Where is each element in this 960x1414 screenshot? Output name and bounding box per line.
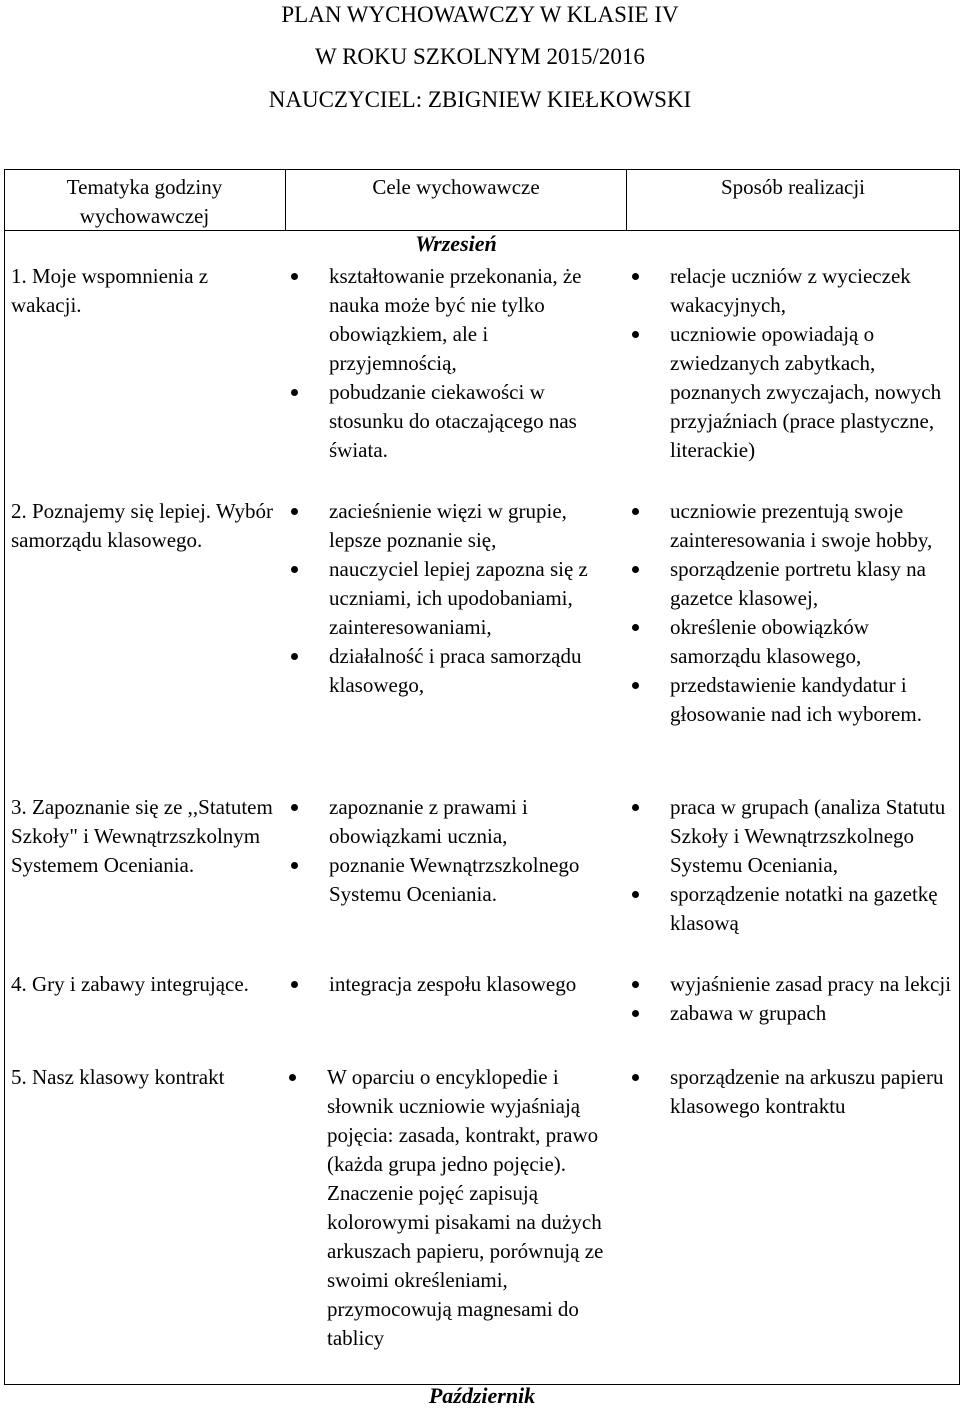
goals-list: [289, 497, 619, 700]
list-item: W oparciu o encyklopedie i słownik uczniowie wyjaśniają pojęcia: zasada, kontrakt, prawo (każda grupa jedno pojęcie). Znaczenie pojęć zapisują kolorowymi pisakami na dużych arkuszach papieru, porównują ze swoimi określeniami, przymocowują magnesami do tablicy: [287, 1063, 620, 1353]
month-september: Wrzesień: [415, 231, 497, 256]
list-item: poznanie Wewnątrzszkolnego Systemu Oceniania.: [289, 851, 619, 909]
list-item: sporządzenie notatki na gazetkę klasową: [630, 880, 952, 938]
topic-cell: 2. Poznajemy się lepiej. Wybór samorządu klasowego.: [11, 499, 273, 552]
list-item: pobudzanie ciekawości w stosunku do otaczającego nas świata.: [289, 378, 619, 465]
topic-cell: 4. Gry i zabawy integrujące.: [11, 972, 249, 996]
list-item: kształtowanie przekonania, że nauka może być nie tylko obowiązkiem, ale i przyjemnością,: [289, 262, 619, 378]
title-line-3: NAUCZYCIEL: ZBIGNIEW KIEŁKOWSKI: [268, 87, 692, 112]
list-item: relacje uczniów z wycieczek wakacyjnych,: [630, 262, 952, 320]
topic-cell: 5. Nasz klasowy kontrakt: [11, 1065, 225, 1089]
list-item: zabawa w grupach: [630, 999, 952, 1028]
list-item: sporządzenie na arkuszu papieru klasowego kontraktu: [630, 1063, 952, 1121]
list-item: zapoznanie z prawami i obowiązkami ucznia,: [289, 793, 619, 851]
methods-list: [630, 793, 952, 938]
list-item: przedstawienie kandydatur i głosowanie nad ich wyborem.: [630, 671, 952, 729]
column-header-methods: Sposób realizacji: [720, 175, 866, 199]
goals-list: [289, 793, 619, 909]
list-item: uczniowie opowiadają o zwiedzanych zabytkach, poznanych zwyczajach, nowych przyjaźniach (prace plastyczne, literackie): [630, 320, 952, 465]
methods-list: [630, 262, 952, 465]
list-item: zacieśnienie więzi w grupie, lepsze poznanie się,: [289, 497, 619, 555]
list-item: uczniowie prezentują swoje zainteresowania i swoje hobby,: [630, 497, 952, 555]
list-item: sporządzenie portretu klasy na gazetce klasowej,: [630, 555, 952, 613]
list-item: działalność i praca samorządu klasowego,: [289, 642, 619, 700]
goals-list: [289, 970, 619, 999]
title-line-1: PLAN WYCHOWAWCZY W KLASIE IV: [281, 2, 679, 27]
month-october: Październik: [428, 1383, 536, 1408]
goals-list: [289, 262, 619, 465]
methods-list: [630, 497, 952, 729]
list-item: praca w grupach (analiza Statutu Szkoły i Wewnątrzszkolnego Systemu Oceniania,: [630, 793, 952, 880]
list-item: wyjaśnienie zasad pracy na lekcji: [630, 970, 952, 999]
methods-list: [630, 970, 952, 1028]
column-header-goals: Cele wychowawcze: [372, 175, 540, 199]
methods-list: [630, 1063, 952, 1121]
list-item: określenie obowiązków samorządu klasowego,: [630, 613, 952, 671]
topic-cell: 1. Moje wspomnienia z wakacji.: [11, 264, 209, 317]
goals-list: [287, 1063, 620, 1353]
list-item: integracja zespołu klasowego: [289, 970, 619, 999]
list-item: nauczyciel lepiej zapozna się z uczniami, ich upodobaniami, zainteresowaniami,: [289, 555, 619, 642]
topic-cell: 3. Zapoznanie się ze ,,Statutem Szkoły" i Wewnątrzszkolnym Systemem Oceniania.: [11, 795, 273, 877]
title-line-2: W ROKU SZKOLNYM 2015/2016: [315, 44, 645, 69]
column-header-topic: Tematyka godziny wychowawczej: [66, 175, 223, 228]
